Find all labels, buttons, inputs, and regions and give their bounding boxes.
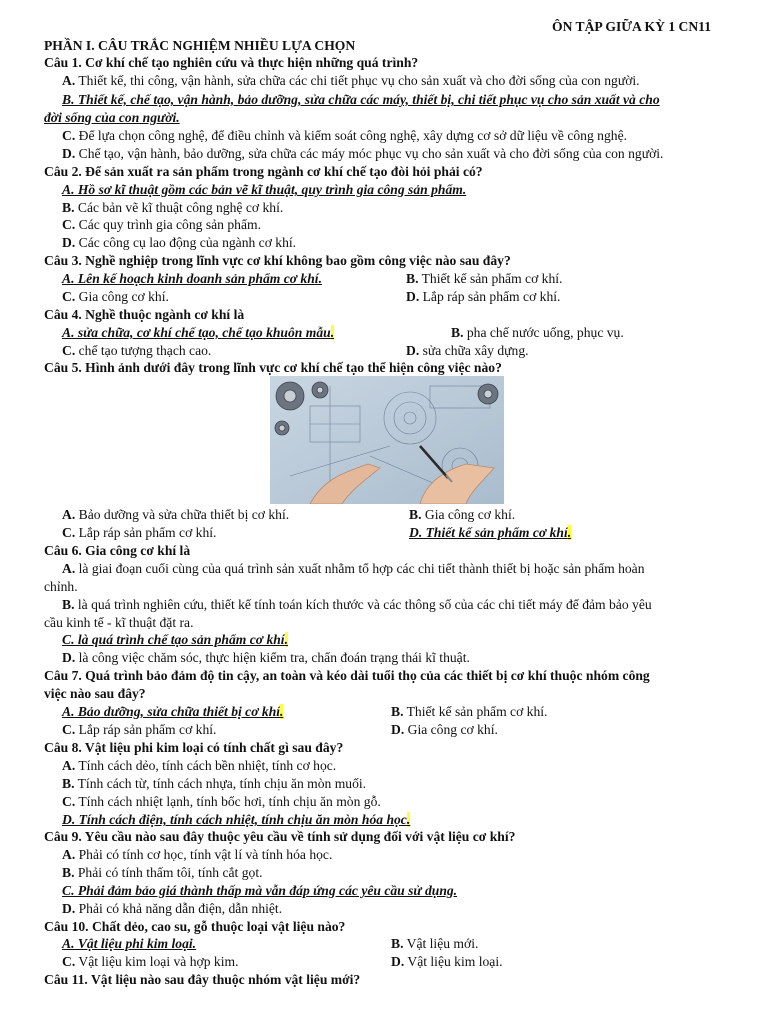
q5-option-b: B. Gia công cơ khí. [409,507,516,522]
q6-option-d: D. là công việc chăm sóc, thực hiện kiểm tra, chẩn đoán trạng thái kĩ thuật. [62,650,470,665]
q5-option-d-answer: D. Thiết kế sản phẩm cơ khí. [409,525,572,540]
q9-option-c-answer: C. Phải đảm bảo giá thành thấp mà vẫn đáp ứng các yêu cầu sử dụng. [62,883,458,898]
q7-option-a-answer: A. Bảo dưỡng, sửa chữa thiết bị cơ khí. [62,704,284,719]
q10-option-d: D. Vật liệu kim loại. [391,954,503,969]
q6-option-a-cont: chỉnh. [44,579,78,594]
q1-option-b-answer-cont: đời sống của con người. [44,110,180,125]
q6-option-b-cont: cầu kinh tế - kĩ thuật đặt ra. [44,615,194,630]
q8-option-b: B. Tính cách từ, tính cách nhựa, tính chịu ăn mòn muối. [62,776,367,791]
question-11-stem: Câu 11. Vật liệu nào sau đây thuộc nhóm vật liệu mới? [44,972,361,987]
q8-option-d-answer: D. Tính cách điện, tính cách nhiệt, tính chịu ăn mòn hóa học. [62,812,411,827]
q9-option-d: D. Phải có khả năng dẫn điện, dẫn nhiệt. [62,901,283,916]
question-1-stem: Câu 1. Cơ khí chế tạo nghiên cứu và thực hiện những quá trình? [44,55,419,70]
q10-option-c: C. Vật liệu kim loại và hợp kim. [62,954,239,969]
question-10-stem: Câu 10. Chất dẻo, cao su, gỗ thuộc loại vật liệu nào? [44,919,346,934]
q1-option-d: D. Chế tạo, vận hành, bảo dưỡng, sửa chữa các máy móc phục vụ cho sản xuất và cho đời sống của con người. [62,146,664,161]
q1-option-b-answer: B. Thiết kế, chế tạo, vận hành, bảo dưỡng, sửa chữa các máy, thiết bị, chi tiết phục vụ cho sản xuất và cho [62,92,660,107]
question-7-stem: Câu 7. Quá trình bảo đảm độ tin cậy, an toàn và kéo dài tuổi thọ của các thiết bị cơ khí thuộc nhóm công [44,668,650,683]
question-6-stem: Câu 6. Gia công cơ khí là [44,543,191,558]
q3-option-b: B. Thiết kế sản phẩm cơ khí. [406,271,563,286]
q3-option-a-answer: A. Lên kế hoạch kinh doanh sản phẩm cơ khí. [62,271,322,286]
q5-option-a: A. Bảo dưỡng và sửa chữa thiết bị cơ khí. [62,507,290,522]
question-8-stem: Câu 8. Vật liệu phi kim loại có tính chất gì sau đây? [44,740,344,755]
q1-option-c: C. Để lựa chọn công nghệ, để điều chỉnh và kiểm soát công nghệ, xây dựng cơ sở dữ liệu về công nghệ. [62,128,627,143]
question-9-stem: Câu 9. Yêu cầu nào sau đây thuộc yêu cầu về tính sử dụng đối với vật liệu cơ khí? [44,829,516,844]
q8-option-c: C. Tính cách nhiệt lạnh, tính bốc hơi, tính chịu ăn mòn gỗ. [62,794,381,809]
q9-option-b: B. Phải có tính thấm tôi, tính cắt gọt. [62,865,263,880]
q2-option-c: C. Các quy trình gia công sản phẩm. [62,217,261,232]
question-7-stem-cont: việc nào sau đây? [44,686,146,701]
q7-option-d: D. Gia công cơ khí. [391,722,498,737]
q7-option-b: B. Thiết kế sản phẩm cơ khí. [391,704,548,719]
section-title: PHẦN I. CÂU TRẮC NGHIỆM NHIỀU LỰA CHỌN [44,38,356,53]
q2-option-a-answer: A. Hồ sơ kĩ thuật gồm các bản vẽ kĩ thuật, quy trình gia công sản phẩm. [62,182,467,197]
q4-option-c: C. chế tạo tượng thạch cao. [62,343,212,358]
q2-option-b: B. Các bản vẽ kĩ thuật công nghệ cơ khí. [62,200,284,215]
q1-option-a: A. Thiết kế, thi công, vận hành, sửa chữa các chi tiết phục vụ cho sản xuất và cho đời sống của con người. [62,73,640,88]
question-4-stem: Câu 4. Nghề thuộc ngành cơ khí là [44,307,245,322]
q6-option-c-answer: C. là quá trình chế tạo sản phẩm cơ khí. [62,632,288,647]
question-3-stem: Câu 3. Nghề nghiệp trong lĩnh vực cơ khí không bao gồm công việc nào sau đây? [44,253,511,268]
q10-option-a-answer: A. Vật liệu phi kim loại. [62,936,197,951]
q4-option-d: D. sửa chữa xây dựng. [406,343,529,358]
q6-option-a: A. là giai đoạn cuối cùng của quá trình sản xuất nhằm tổ hợp các chi tiết thành thiết bị hoặc sản phẩm hoàn [62,561,645,576]
mechanical-design-photo [270,376,504,504]
q6-option-b: B. là quá trình nghiên cứu, thiết kế tính toán kích thước và các thông số của các chi tiết máy để đảm bảo yêu [62,597,652,612]
q8-option-a: A. Tính cách dẻo, tính cách bền nhiệt, tính cơ học. [62,758,337,773]
q3-option-d: D. Lắp ráp sản phẩm cơ khí. [406,289,561,304]
q5-option-c: C. Lắp ráp sản phẩm cơ khí. [62,525,217,540]
question-5-stem: Câu 5. Hình ảnh dưới đây trong lĩnh vực cơ khí chế tạo thể hiện công việc nào? [44,360,502,375]
q9-option-a: A. Phải có tính cơ học, tính vật lí và tính hóa học. [62,847,333,862]
document-header-title: ÔN TẬP GIỮA KỲ 1 CN11 [552,19,711,34]
question-2-stem: Câu 2. Để sản xuất ra sản phẩm trong ngành cơ khí chế tạo đòi hỏi phải có? [44,164,483,179]
q4-option-a-answer: A. sửa chữa, cơ khí chế tạo, chế tạo khuôn mẫu. [62,325,335,340]
q2-option-d: D. Các công cụ lao động của ngành cơ khí. [62,235,297,250]
q3-option-c: C. Gia công cơ khí. [62,289,169,304]
q4-option-b: B. pha chế nước uống, phục vụ. [451,325,624,340]
q7-option-c: C. Lắp ráp sản phẩm cơ khí. [62,722,217,737]
q10-option-b: B. Vật liệu mới. [391,936,479,951]
